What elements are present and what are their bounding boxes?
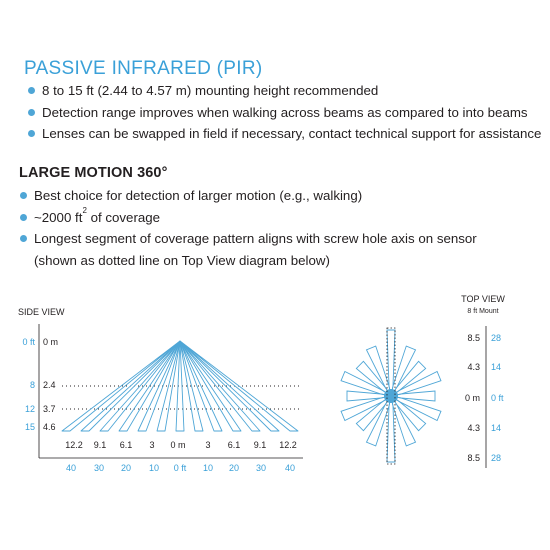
height-ft-label: 8 [29, 380, 35, 390]
x-m-label: 3 [149, 440, 155, 450]
height-ft-label: 0 ft [22, 337, 35, 347]
side-beam [180, 341, 241, 431]
side-beam [180, 341, 260, 431]
top-view-beam-star [341, 330, 441, 462]
x-ft-label: 10 [148, 463, 160, 473]
top-ft-label: 0 ft [491, 393, 504, 403]
x-m-label: 0 m [170, 440, 186, 450]
x-m-label: 9.1 [253, 440, 267, 450]
top-m-label: 4.3 [467, 362, 480, 372]
top-beam [387, 330, 395, 396]
list-item: Best choice for detection of larger motion (e.g., walking) [17, 185, 477, 207]
side-view-label: SIDE VIEW [18, 307, 65, 317]
side-beam [81, 341, 180, 431]
side-beam [100, 341, 180, 431]
top-view-sublabel: 8 ft Mount [467, 308, 499, 315]
height-ft-label: 15 [24, 422, 35, 432]
x-m-label: 12.2 [65, 440, 83, 450]
side-view-x-labels [65, 440, 297, 473]
top-view-diagram [341, 294, 505, 468]
x-ft-label: 30 [255, 463, 267, 473]
height-m-label: 0 m [43, 337, 59, 347]
top-view-label: TOP VIEW [461, 294, 505, 304]
list-item: Detection range improves when walking across beams as compared to into beams [25, 102, 541, 124]
height-m-label: 3.7 [43, 404, 56, 414]
top-m-label: 8.5 [467, 453, 480, 463]
top-ft-label: 28 [491, 333, 502, 343]
x-m-label: 3 [205, 440, 211, 450]
side-beam [180, 341, 298, 431]
x-ft-label: 20 [120, 463, 132, 473]
x-m-label: 6.1 [119, 440, 133, 450]
height-m-label: 2.4 [43, 380, 56, 390]
x-ft-label: 0 ft [173, 463, 187, 473]
x-m-label: 6.1 [227, 440, 241, 450]
list-item: Longest segment of coverage pattern aligns with screw hole axis on sensor (shown as dotted line on Top View diagram below) [17, 228, 477, 271]
top-m-label: 8.5 [467, 333, 480, 343]
list-item: 8 to 15 ft (2.44 to 4.57 m) mounting height recommended [25, 80, 541, 102]
side-view-diagram [18, 307, 303, 473]
top-ft-label: 14 [491, 423, 502, 433]
sensor-center-icon [384, 389, 398, 403]
x-ft-label: 30 [93, 463, 105, 473]
x-ft-label: 10 [202, 463, 214, 473]
x-ft-label: 40 [65, 463, 77, 473]
top-beam [391, 361, 426, 396]
pir-section-title: PASSIVE INFRARED (PIR) [24, 58, 263, 79]
x-ft-label: 40 [284, 463, 296, 473]
height-m-label: 4.6 [43, 422, 56, 432]
list-item: Lenses can be swapped in field if necessary, contact technical support for assistance [25, 123, 541, 145]
top-ft-label: 14 [491, 362, 502, 372]
top-ft-label: 28 [491, 453, 502, 463]
x-m-label: 9.1 [93, 440, 107, 450]
x-m-label: 12.2 [279, 440, 297, 450]
top-m-label: 4.3 [467, 423, 480, 433]
top-beam [356, 361, 391, 396]
top-beam [387, 396, 395, 462]
top-beam [391, 396, 426, 431]
top-beam [356, 396, 391, 431]
height-ft-label: 12 [24, 404, 35, 414]
large-motion-section-title: LARGE MOTION 360° [19, 165, 168, 181]
list-item: ~2000 $ft^2$ of coverage [17, 207, 477, 229]
x-ft-label: 20 [228, 463, 240, 473]
top-m-label: 0 m [464, 393, 480, 403]
